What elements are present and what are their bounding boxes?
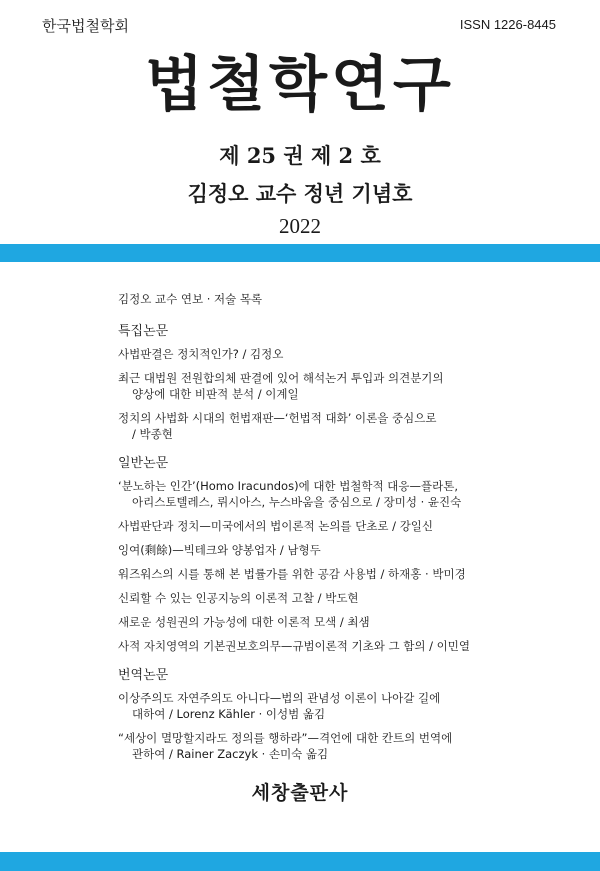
accent-band-top <box>0 244 600 262</box>
section-heading: 일반논문 <box>118 456 169 471</box>
toc-entry-line: 신뢰할 수 있는 인공지능의 이론적 고찰 / 박도현 <box>118 591 359 605</box>
toc-entry-line: 정치의 사법화 시대의 헌법재판—‘헌법적 대화’ 이론을 중심으로 <box>118 411 437 425</box>
journal-title: 법철학연구 <box>145 50 455 120</box>
toc-entry-line: 새로운 성원권의 가능성에 대한 이론적 모색 / 최샘 <box>118 615 370 629</box>
publication-year: 2022 <box>279 214 321 238</box>
accent-band-bottom <box>0 852 600 871</box>
toc-entry <box>118 346 578 362</box>
toc-entry-line: ‘분노하는 인간’(Homo Iracundos)에 대한 법철학적 대응—플라톤, <box>118 479 458 493</box>
toc-intro: 김정오 교수 연보 · 저술 목록 <box>118 292 263 306</box>
publisher-logo: 세창출판사 <box>251 782 349 804</box>
toc-entry <box>118 614 578 630</box>
special-issue-title: 김정오 교수 정년 기념호 <box>187 181 413 206</box>
toc-section-general <box>118 456 578 654</box>
table-of-contents <box>118 291 578 776</box>
section-heading: 번역논문 <box>118 668 169 683</box>
toc-entry-continuation: 아리스토텔레스, 뤼시아스, 누스바움을 중심으로 / 장미성 · 윤진숙 <box>132 495 462 509</box>
section-heading: 특집논문 <box>118 324 169 339</box>
toc-entry <box>118 590 578 606</box>
toc-entry-continuation: 대하여 / Lorenz Kähler · 이성범 옮김 <box>132 707 326 721</box>
toc-entry-continuation: 관하여 / Rainer Zaczyk · 손미숙 옮김 <box>132 747 329 761</box>
toc-entry <box>118 518 578 534</box>
toc-entry-continuation: 양상에 대한 비판적 분석 / 이계일 <box>132 387 299 401</box>
toc-entry-line: 사법판단과 정치—미국에서의 법이론적 논의를 단초로 / 강일신 <box>118 519 434 533</box>
toc-entry <box>118 370 578 402</box>
toc-entry-line: 잉여(剩餘)—빅테크와 양봉업자 / 남형두 <box>118 543 321 557</box>
toc-entry <box>118 542 578 558</box>
toc-section-special <box>118 324 578 442</box>
toc-entry <box>118 638 578 654</box>
toc-entry <box>118 410 578 442</box>
toc-entry-line: 워즈워스의 시를 통해 본 법률가를 위한 공감 사용법 / 하재홍 · 박미경 <box>118 567 466 581</box>
society-name: 한국법철학회 <box>42 17 129 35</box>
toc-entry <box>118 690 578 722</box>
toc-section-translation <box>118 668 578 762</box>
toc-entry-line: 사적 자치영역의 기본권보호의무—규범이론적 기초와 그 함의 / 이민열 <box>118 639 471 653</box>
volume-number: 제 25 권 제 2 호 <box>219 143 381 168</box>
issn-label: ISSN 1226-8445 <box>459 17 556 32</box>
toc-entry-line: 최근 대법원 전원합의체 판결에 있어 해석논거 투입과 의견분기의 <box>118 371 444 385</box>
toc-entry <box>118 730 578 762</box>
toc-entry-continuation: / 박종현 <box>132 427 173 441</box>
toc-entry <box>118 478 578 510</box>
toc-entry <box>118 566 578 582</box>
toc-entry-line: “세상이 멸망할지라도 정의를 행하라”—격언에 대한 칸트의 번역에 <box>118 731 453 745</box>
toc-entry-line: 이상주의도 자연주의도 아니다—법의 관념성 이론이 나아갈 길에 <box>118 691 441 705</box>
toc-entry-line: 사법판결은 정치적인가? / 김정오 <box>118 347 284 361</box>
